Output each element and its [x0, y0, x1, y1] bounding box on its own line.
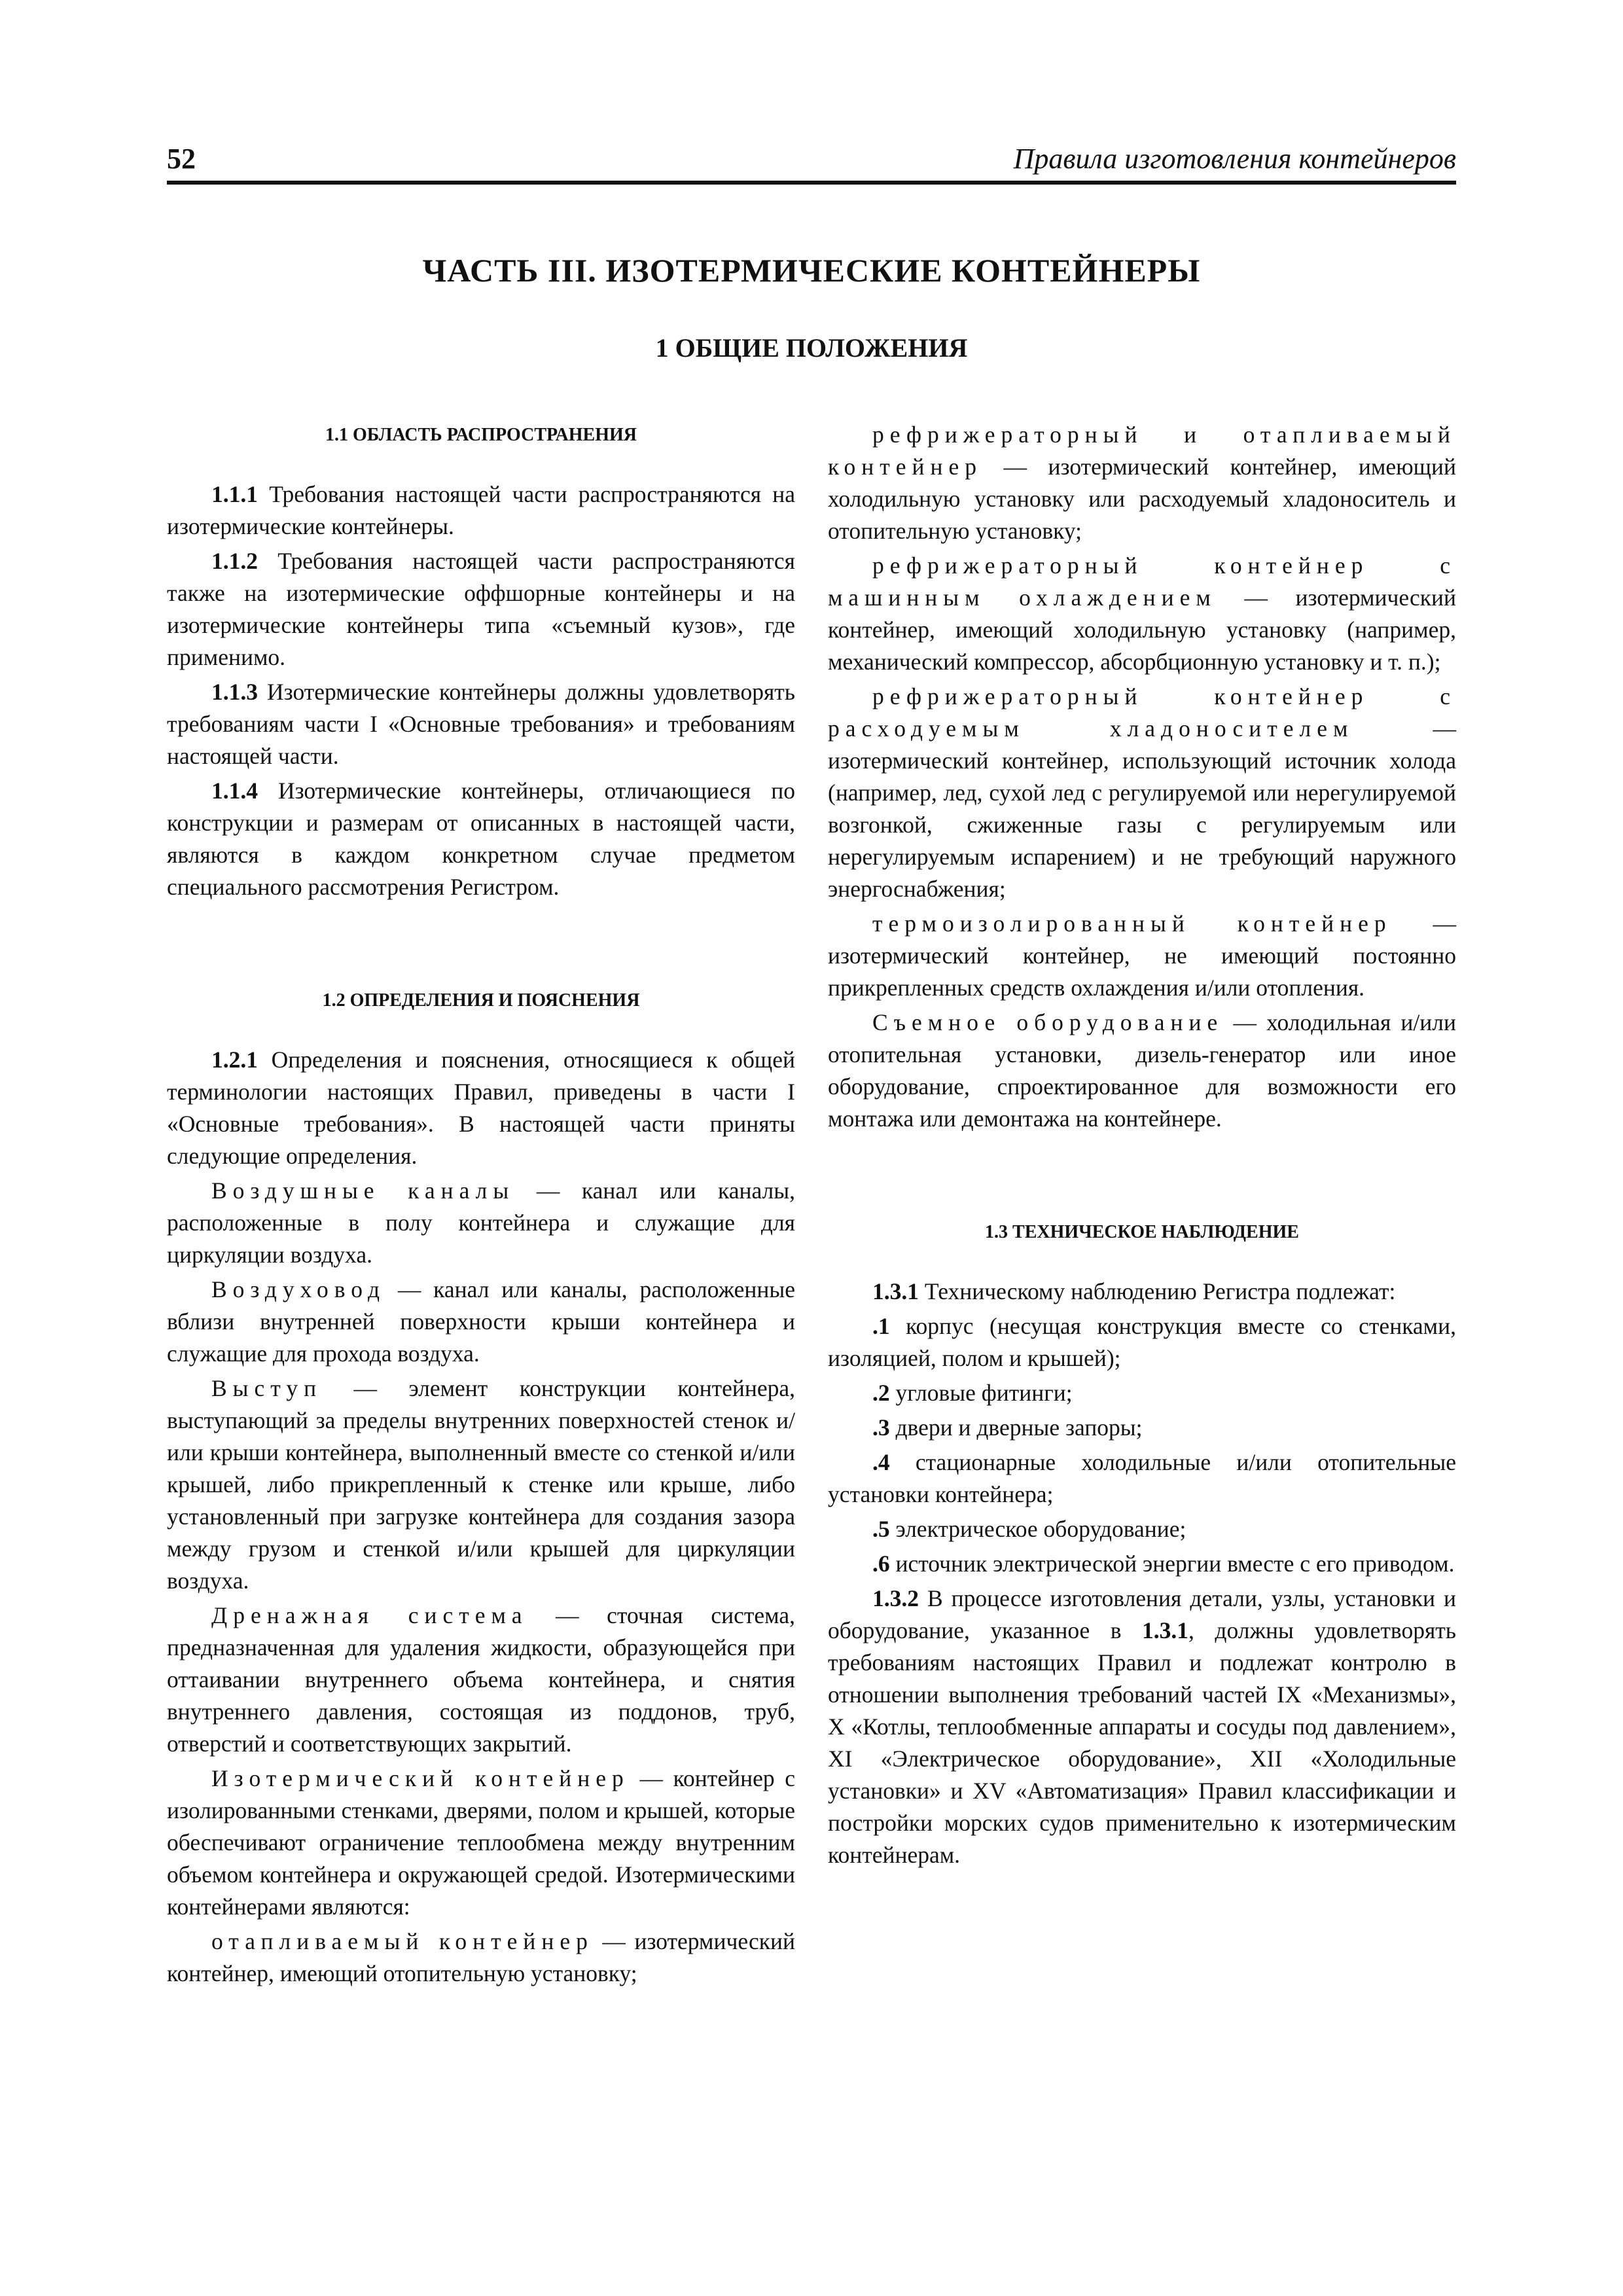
- item-text: угловые фитинги;: [889, 1380, 1073, 1406]
- list-item: [828, 1412, 1456, 1444]
- paragraph-1-1-1: [167, 478, 795, 543]
- paragraph-number: 1.3.2: [872, 1585, 919, 1611]
- paragraph-text: В процессе изготовления детали, узлы, установки и оборудование, указанное в: [828, 1585, 1456, 1643]
- paragraph-text: Техническому наблюдению Регистра подлежат:: [919, 1278, 1396, 1304]
- definition-text: — изотермический контейнер, использующий источник холода (например, лед, сухой лед с регулируемой или нерегулируемой возгонкой, сжиженные газы с регулируемым или нерегулируемым испарением) и не требующий наружного энергоснабжения;: [828, 715, 1456, 902]
- section-heading-1-1: 1.1 ОБЛАСТЬ РАСПРОСТРАНЕНИЯ: [325, 425, 637, 445]
- definition-term: отапливаемый контейнер: [211, 1928, 594, 1954]
- definition-term: рефрижераторный контейнер с расходуемым хладоносителем: [828, 683, 1456, 742]
- definition-text: — изотермический контейнер, имеющий холодильную установку или расходуемый хладоноситель и отопительную установку;: [828, 454, 1456, 544]
- item-text: стационарные холодильные и/или отопительные установки контейнера;: [828, 1449, 1456, 1507]
- definition-mechanical-refrigerated: [828, 550, 1456, 678]
- paragraph-number: 1.2.1: [211, 1047, 258, 1073]
- definition-term: рефрижераторный и отапливаемый контейнер: [828, 422, 1456, 480]
- definition-thermal-container: [167, 1763, 795, 1923]
- paragraph-1-1-4: [167, 775, 795, 903]
- paragraph-1-3-2: [828, 1583, 1456, 1871]
- definition-term: Выступ: [211, 1375, 323, 1401]
- list-item: [828, 1310, 1456, 1374]
- paragraph-1-1-3: [167, 676, 795, 772]
- definition-term: Воздушные каналы: [211, 1177, 515, 1204]
- item-number: .5: [872, 1516, 890, 1542]
- list-item: [828, 1446, 1456, 1511]
- list-item: [828, 1377, 1456, 1409]
- definition-term: Съемное оборудование: [872, 1009, 1224, 1035]
- running-header: [167, 140, 1456, 185]
- definition-term: рефрижераторный контейнер с машинным охлаждением: [828, 552, 1456, 611]
- definition-air-channels: [167, 1175, 795, 1271]
- list-item: [828, 1548, 1456, 1580]
- page-number: 52: [167, 143, 196, 175]
- definition-protrusion: [167, 1372, 795, 1597]
- item-number: .2: [872, 1380, 890, 1406]
- paragraph-number: 1.1.1: [211, 481, 258, 507]
- paragraph-text: Изотермические контейнеры должны удовлетворять требованиям части I «Основные требования» и требованиям настоящей части.: [167, 679, 795, 769]
- right-column: [828, 419, 1456, 1874]
- definition-expendable-refrigerant: [828, 681, 1456, 905]
- definition-term: Воздуховод: [211, 1276, 386, 1302]
- definition-text: — контейнер с изолированными стенками, дверями, полом и крышей, которые обеспечивают ограничение теплообмена между внутренним объемом контейнера и окружающей средой. Изотермическими контейнерами являются:: [167, 1765, 795, 1920]
- definition-text: — изотермический контейнер, имеющий холодильную установку (например, механический компрессор, абсорбционную установку и т. п.);: [828, 584, 1456, 675]
- running-title: Правила изготовления контейнеров: [1013, 143, 1456, 175]
- paragraph-number: 1.1.3: [211, 679, 258, 705]
- part-title: ЧАСТЬ III. ИЗОТЕРМИЧЕСКИЕ КОНТЕЙНЕРЫ: [422, 252, 1201, 289]
- item-number: .3: [872, 1414, 890, 1441]
- section-heading-1-2: 1.2 ОПРЕДЕЛЕНИЯ И ПОЯСНЕНИЯ: [322, 990, 640, 1011]
- definition-refrigerated-heated: [828, 419, 1456, 547]
- paragraph-text: Изотермические контейнеры, отличающиеся по конструкции и размерам от описанных в настоящей части, являются в каждом конкретном случае предметом специального рассмотрения Регистром.: [167, 778, 795, 900]
- definition-text: — изотермический контейнер, имеющий отопительную установку;: [167, 1928, 795, 1986]
- section-heading-1-3: 1.3 ТЕХНИЧЕСКОЕ НАБЛЮДЕНИЕ: [985, 1222, 1299, 1242]
- definition-text: — канал или каналы, расположенные вблизи внутренней поверхности крыши контейнера и служащие для прохода воздуха.: [167, 1276, 795, 1367]
- definition-heated-container: [167, 1926, 795, 1990]
- definition-air-duct: [167, 1274, 795, 1370]
- paragraph-number: 1.3.1: [872, 1278, 919, 1304]
- item-text: корпус (несущая конструкция вместе со стенками, изоляцией, полом и крышей);: [828, 1313, 1456, 1371]
- definition-drainage-system: [167, 1600, 795, 1760]
- paragraph-1-3-1: [828, 1276, 1456, 1308]
- definition-text: — канал или каналы, расположенные в полу контейнера и служащие для циркуляции воздуха.: [167, 1177, 795, 1268]
- definition-term: Дренажная система: [211, 1602, 528, 1628]
- item-text: двери и дверные запоры;: [889, 1414, 1143, 1441]
- item-number: .6: [872, 1551, 890, 1577]
- paragraph-1-2-1: [167, 1044, 795, 1172]
- chapter-title: 1 ОБЩИЕ ПОЛОЖЕНИЯ: [655, 333, 968, 363]
- item-number: .4: [872, 1449, 890, 1475]
- cross-reference: 1.3.1: [1142, 1617, 1189, 1643]
- item-number: .1: [872, 1313, 890, 1339]
- item-text: электрическое оборудование;: [889, 1516, 1186, 1542]
- item-text: источник электрической энергии вместе с его приводом.: [889, 1551, 1455, 1577]
- definition-text: — изотермический контейнер, не имеющий постоянно прикрепленных средств охлаждения и/или отопления.: [828, 910, 1456, 1001]
- definition-text: — холодильная и/или отопительная установки, дизель-генератор или иное оборудование, спроектированное для возможности его монтажа или демонтажа на контейнере.: [828, 1009, 1456, 1132]
- list-item: [828, 1513, 1456, 1545]
- left-column: [167, 419, 795, 1992]
- paragraph-text: Определения и пояснения, относящиеся к общей терминологии настоящих Правил, приведены в части I «Основные требования». В настоящей части приняты следующие определения.: [167, 1047, 795, 1169]
- definition-term: термоизолированный контейнер: [872, 910, 1392, 937]
- definition-text: — элемент конструкции контейнера, выступающий за пределы внутренних поверхностей стенок и/или крыши контейнера, выполненный вместе со стенкой и/или крышей, либо прикрепленный к стенке или крыше, либо установленный при загрузке контейнера для создания зазора между грузом и стенкой и/или крышей для циркуляции воздуха.: [167, 1375, 795, 1594]
- paragraph-text: Требования настоящей части распространяются на изотермические контейнеры.: [167, 481, 795, 539]
- paragraph-number: 1.1.4: [211, 778, 258, 804]
- paragraph-text: Требования настоящей части распространяются также на изотермические оффшорные контейнеры и на изотермические контейнеры типа «съемный кузов», где применимо.: [167, 548, 795, 670]
- definition-removable-equipment: [828, 1007, 1456, 1135]
- paragraph-text: , должны удовлетворять требованиям настоящих Правил и подлежат контролю в отношении выполнения требований частей IX «Механизмы», X «Котлы, теплообменные аппараты и сосуды под давлением», XI «Электрическое оборудование», XII «Холодильные установки» и XV «Автоматизация» Правил классификации и постройки морских судов применительно к изотермическим контейнерам.: [828, 1617, 1456, 1868]
- definition-text: — сточная система, предназначенная для удаления жидкости, образующейся при оттаивании внутреннего объема контейнера, и снятия внутреннего давления, состоящая из поддонов, труб, отверстий и соответствующих закрытий.: [167, 1602, 795, 1757]
- paragraph-1-1-2: [167, 545, 795, 673]
- definition-term: Изотермический контейнер: [211, 1765, 630, 1791]
- paragraph-number: 1.1.2: [211, 548, 258, 574]
- definition-insulated-container: [828, 908, 1456, 1004]
